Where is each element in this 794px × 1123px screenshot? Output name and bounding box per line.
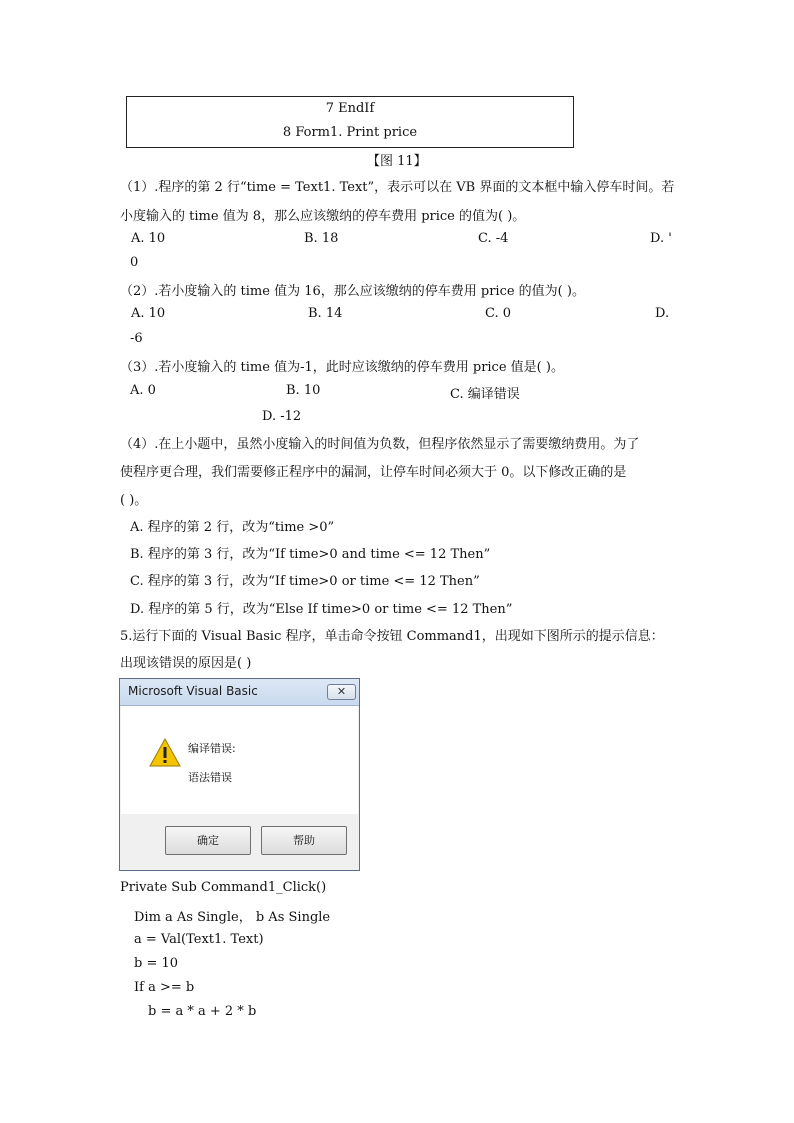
code-box bbox=[126, 96, 574, 148]
dialog-title: Microsoft Visual Basic bbox=[128, 684, 258, 698]
q3-option-d: D. -12 bbox=[262, 409, 302, 424]
code-line-2: Dim a As Single， b As Single bbox=[134, 910, 331, 925]
code-line-1: Private Sub Command1_Click() bbox=[120, 880, 327, 895]
q3-option-c: C. 编译错误 bbox=[450, 387, 520, 402]
q4-option-c: C. 程序的第 3 行，改为“If time>0 or time <= 12 Then” bbox=[130, 574, 480, 589]
figure-caption: 【图 11】 bbox=[367, 154, 427, 169]
q2-option-c: C. 0 bbox=[485, 306, 512, 321]
q2-option-d: D. bbox=[655, 306, 670, 321]
ok-button[interactable]: 确定 bbox=[165, 826, 251, 855]
warning-icon bbox=[149, 738, 181, 768]
q5-stem-line2: 出现该错误的原因是( ) bbox=[120, 656, 252, 671]
dialog-title-bar bbox=[120, 679, 359, 706]
code-line-3: a = Val(Text1. Text) bbox=[134, 932, 264, 947]
q1-option-a: A. 10 bbox=[131, 231, 166, 246]
q1-stem-line2: 小度输入的 time 值为 8，那么应该缴纳的停车费用 price 的值为( )。 bbox=[120, 209, 526, 224]
q1-stem-line1: （1）.程序的第 2 行“time = Text1. Text”，表示可以在 VB 界面的文本框中输入停车时间。若 bbox=[120, 180, 675, 195]
code-line-4: b = 10 bbox=[134, 956, 179, 971]
q1-option-c: C. -4 bbox=[478, 231, 509, 246]
dialog-message-line2: 语法错误 bbox=[188, 771, 232, 784]
q5-stem-line1: 5.运行下面的 Visual Basic 程序，单击命令按钮 Command1，出现如下图所示的提示信息： bbox=[120, 629, 664, 644]
dialog-close-button[interactable] bbox=[327, 684, 356, 700]
code-box-line-8: 8 Form1. Print price bbox=[282, 125, 418, 140]
q1-option-d: D. ' bbox=[650, 231, 672, 246]
code-line-6: b = a * a + 2 * b bbox=[148, 1004, 257, 1019]
code-line-5: If a >= b bbox=[134, 980, 195, 995]
q2-option-d-wrap: -6 bbox=[130, 331, 143, 346]
q3-option-a: A. 0 bbox=[130, 383, 156, 398]
close-icon: ✕ bbox=[336, 685, 347, 698]
q4-stem-line3: ( )。 bbox=[120, 493, 148, 508]
q2-option-b: B. 14 bbox=[308, 306, 343, 321]
error-dialog bbox=[119, 678, 360, 871]
q4-option-a: A. 程序的第 2 行，改为“time >0” bbox=[130, 520, 335, 535]
q3-option-b: B. 10 bbox=[286, 383, 321, 398]
q3-stem: （3）.若小度输入的 time 值为-1，此时应该缴纳的停车费用 price 值是( )。 bbox=[120, 360, 564, 375]
q1-option-b: B. 18 bbox=[304, 231, 339, 246]
q4-stem-line1: （4）.在上小题中，虽然小度输入的时间值为负数，但程序依然显示了需要缴纳费用。为了 bbox=[120, 437, 640, 452]
dialog-message-line1: 编译错误: bbox=[188, 742, 236, 755]
q4-stem-line2: 使程序更合理，我们需要修正程序中的漏洞，让停车时间必须大于 0。以下修改正确的是 bbox=[120, 465, 627, 480]
help-button[interactable]: 帮助 bbox=[261, 826, 347, 855]
dialog-body bbox=[121, 706, 358, 814]
q1-option-d-wrap: 0 bbox=[130, 255, 139, 270]
q2-option-a: A. 10 bbox=[131, 306, 166, 321]
q2-stem: （2）.若小度输入的 time 值为 16，那么应该缴纳的停车费用 price 的值为( )。 bbox=[120, 284, 585, 299]
q4-option-d: D. 程序的第 5 行，改为“Else If time>0 or time <= 12 Then” bbox=[130, 602, 513, 617]
q4-option-b: B. 程序的第 3 行，改为“If time>0 and time <= 12 Then” bbox=[130, 547, 491, 562]
code-box-line-7: 7 EndIf bbox=[325, 101, 375, 116]
